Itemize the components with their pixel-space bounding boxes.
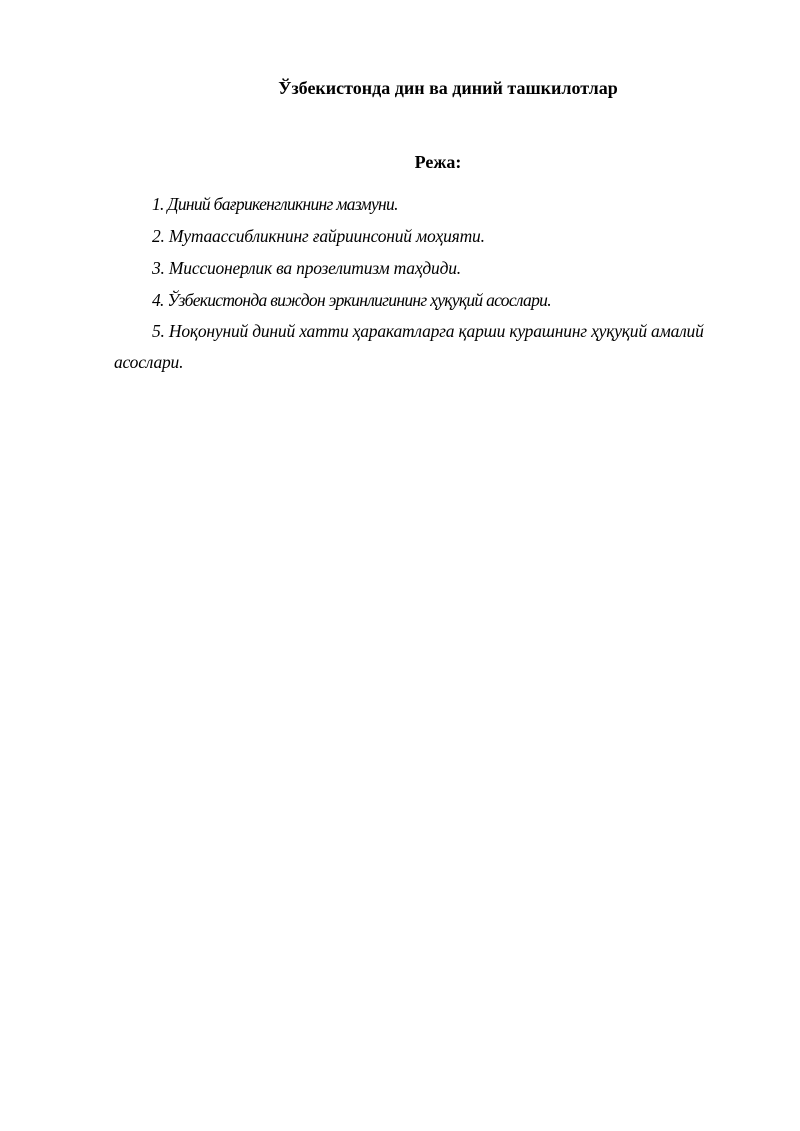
plan-item-4: 4. Ўзбекистонда виждон эркинлигининг ҳуқуқий асослари. [152, 290, 551, 310]
plan-list [114, 188, 714, 378]
plan-item-2: 2. Мутаассибликнинг ғайриинсоний моҳияти. [152, 226, 485, 246]
plan-item-3: 3. Миссионерлик ва прозелитизм таҳдиди. [152, 258, 461, 278]
plan-heading: Режа: [414, 152, 462, 172]
document-title: Ўзбекистонда дин ва диний ташкилотлар [278, 78, 618, 98]
plan-item-1: 1. Диний бағрикенгликнинг мазмуни. [152, 194, 398, 214]
plan-item-5: 5. Ноқонуний диний хатти ҳаракатларга қарши курашнинг ҳуқуқий амалий асослари. [114, 321, 704, 372]
